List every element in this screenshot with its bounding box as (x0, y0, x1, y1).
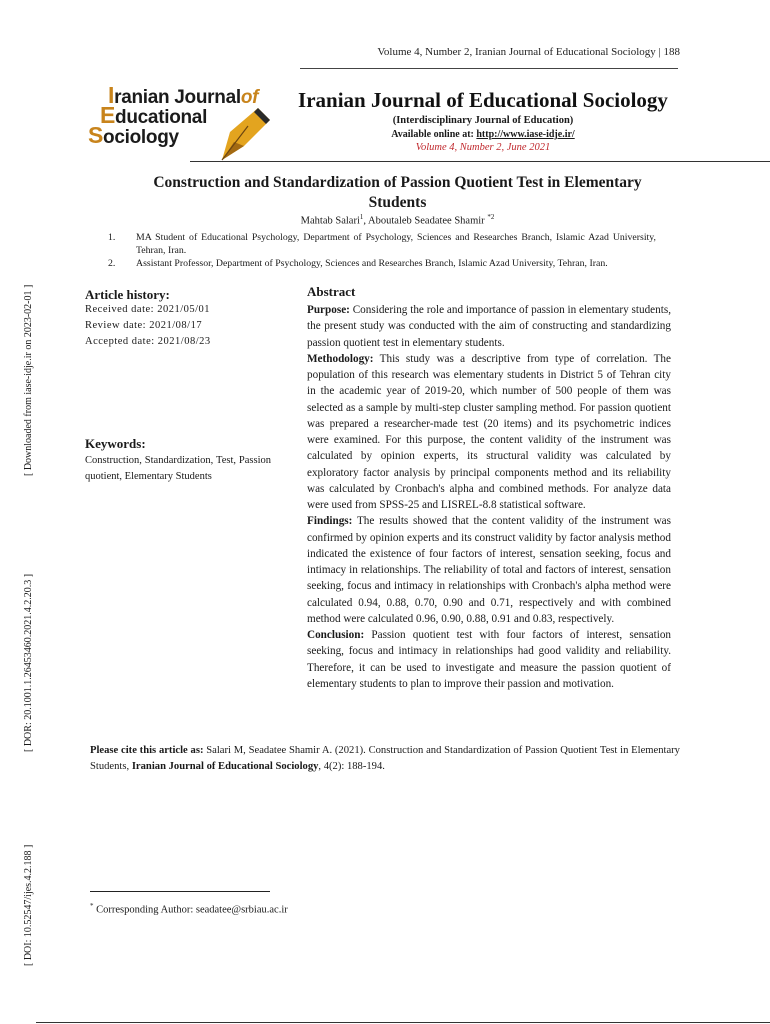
side-label-dor: [ DOR: 20.1001.1.26453460.2021.4.2.20.3 ] (23, 573, 34, 752)
author-name: Aboutaleb Seadatee Shamir (368, 215, 485, 227)
accepted-date: Accepted date: 2021/08/23 (85, 336, 211, 347)
journal-url-link[interactable]: http://www.iase-idje.ir/ (476, 129, 575, 140)
abstract-conclusion: Conclusion: Passion quotient test with four factors of interest, sensation seeking, focus and intimacy in relationships had good validity and reliability. Therefore, it can be used to investigate and measure the passion quotient of elementary students to plan to improve their passion and motivation. (307, 629, 672, 690)
header-rule (300, 68, 678, 69)
keywords-text: Construction, Standardization, Test, Passion quotient, Elementary Students (85, 455, 271, 482)
title-rule (190, 161, 770, 162)
article-title: Construction and Standardization of Passion Quotient Test in Elementary Students (153, 174, 642, 211)
journal-subtitle: (Interdisciplinary Journal of Education) (392, 115, 574, 126)
authors: Mahtab Salari$^1$, Aboutaleb Seadatee Shamir $^{*2}$ (300, 213, 495, 227)
abstract-heading: Abstract (307, 284, 356, 299)
keywords-heading: Keywords: (85, 436, 146, 451)
footnote-rule (90, 891, 270, 892)
side-label-doi: [ DOI: 10.52547/ijes.4.2.188 ] (23, 844, 34, 966)
running-header: Volume 4, Number 2, Iranian Journal of Educational Sociology | 188 (377, 46, 680, 58)
journal-logo (84, 82, 276, 164)
author-name: Mahtab Salari (300, 215, 360, 227)
corresponding-author-footnote: * Corresponding Author: seadatee@srbiau.ac.ir (90, 902, 288, 916)
side-label-downloaded: [ Downloaded from iase-idje.ir on 2023-02-01 ] (23, 284, 34, 476)
logo-line-1: Iranian Journalof (108, 82, 259, 108)
abstract-methodology: Methodology: This study was a descriptive from type of correlation. The population of this research was elementary students in District 5 of Tehran city in the academic year of 2019-20, which number of 500 people of them was selected as a sample by multi-step cluster sampling method. For passion quotient was prepared a researcher-made test (20 items) and its psychometric indices were examined. For this purpose, the content validity of the instrument was calculated by opinion experts, its structural validity was calculated by exploratory factor analysis by principal components method and its reliability was calculated by Cronbach's alpha and combined methods. For analyze data were used from SPSS-25 and LISREL-8.8 statistical software. (307, 352, 671, 511)
review-date: Review date: 2021/08/17 (85, 320, 203, 331)
abstract-findings: Findings: The results showed that the content validity of the instrument was confirmed by opinion experts and its construct validity by factor analysis method indicated the existence of four factors of interest, sensation seeking, focus and intimacy in relationships. The reliability of total and factors of interest, sensation seeking, focus and intimacy in relationships with Cronbach's alpha method were calculated 0.94, 0.88, 0.70, 0.90 and 0.71, respectively and with combined method were calculated 0.96, 0.90, 0.88, 0.91 and 0.83, respectively. (307, 515, 671, 625)
received-date: Received date: 2021/05/01 (85, 304, 211, 315)
article-history-heading: Article history: (85, 287, 170, 302)
citation: Please cite this article as: Salari M, Seadatee Shamir A. (2021). Construction and Standardization of Passion Quotient Test in Elementary Students, Iranian Journal of Educational Sociology, 4(2): 188-194. (90, 745, 680, 772)
online-availability: Available online at: http://www.iase-idje.ir/ (391, 129, 575, 140)
logo-line-3: Sociology (88, 122, 179, 148)
abstract-purpose: Purpose: Considering the role and importance of passion in elementary students, the present study was conducted with the aim of constructing and standardizing passion quotient test in elementary students. (307, 304, 671, 349)
logo-line-2: Educational (100, 102, 208, 128)
issue-line: Volume 4, Number 2, June 2021 (415, 142, 551, 153)
pen-nib-icon (212, 102, 274, 162)
journal-title: Iranian Journal of Educational Sociology (298, 88, 668, 112)
page-bottom-rule (36, 1022, 770, 1023)
abstract-body (307, 302, 671, 692)
